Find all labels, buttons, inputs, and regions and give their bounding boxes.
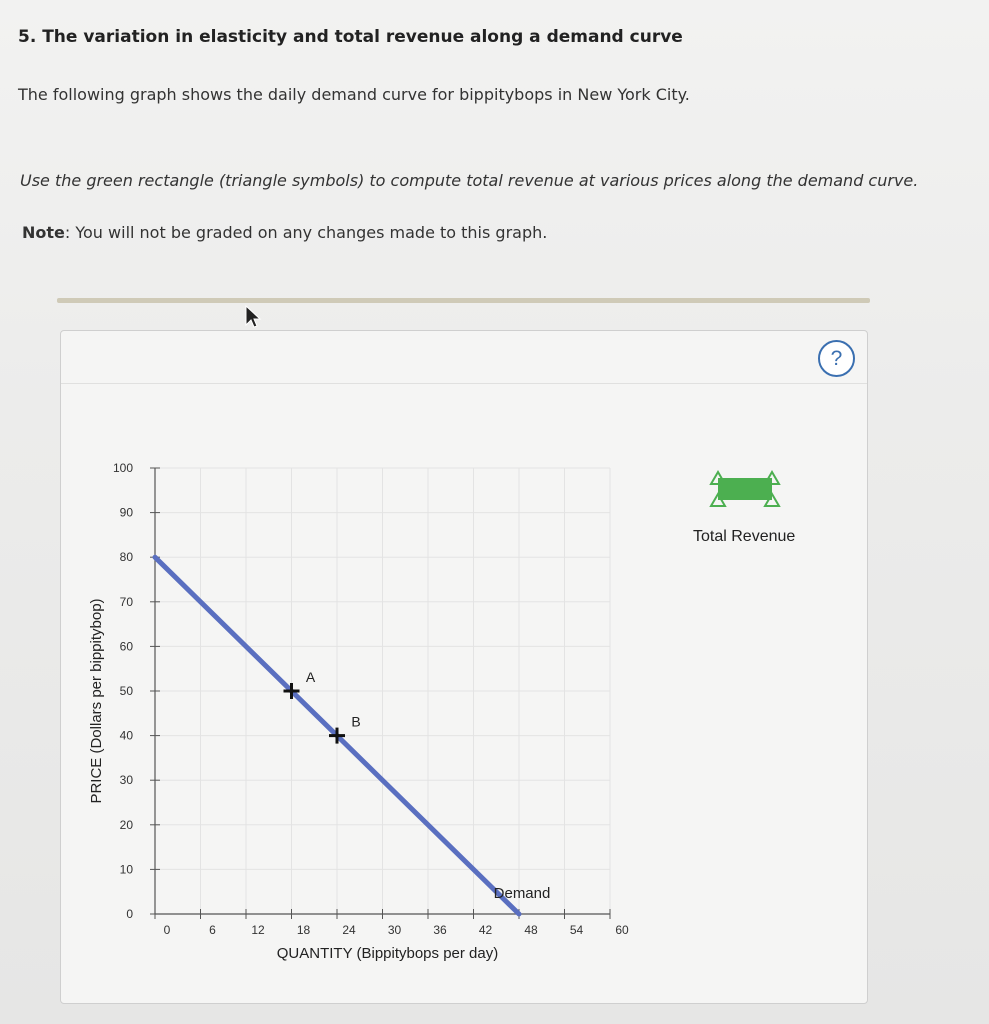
x-tick-label: 60 bbox=[615, 923, 629, 937]
y-tick-label: 90 bbox=[119, 505, 133, 520]
question-intro: The following graph shows the daily demand curve for bippitybops in New York City. bbox=[18, 85, 690, 104]
y-tick-label: 60 bbox=[119, 639, 133, 654]
x-tick-label: 30 bbox=[387, 923, 402, 937]
x-tick-label: 48 bbox=[524, 923, 538, 937]
x-tick-label: 12 bbox=[251, 923, 265, 937]
x-tick-label: 18 bbox=[296, 923, 311, 937]
y-tick-label: 50 bbox=[119, 684, 133, 698]
demand-curve-label: Demand bbox=[493, 885, 551, 902]
x-tick-label: 42 bbox=[478, 923, 493, 937]
y-axis-label: PRICE (Dollars per bippitybop) bbox=[88, 598, 105, 804]
total-revenue-tool-icon[interactable] bbox=[708, 470, 782, 508]
note-text: : You will not be graded on any changes made to this graph. bbox=[64, 223, 548, 242]
total-revenue-label: Total Revenue bbox=[693, 528, 796, 545]
y-tick-label: 30 bbox=[119, 773, 133, 788]
point-b-label: B bbox=[351, 713, 361, 730]
y-tick-label: 80 bbox=[119, 550, 133, 565]
x-tick-label: 36 bbox=[433, 923, 447, 937]
y-tick-label: 20 bbox=[119, 817, 133, 832]
x-tick-label: 0 bbox=[163, 923, 171, 937]
question-title: 5. The variation in elasticity and total revenue along a demand curve bbox=[18, 27, 683, 47]
y-tick-label: 10 bbox=[119, 862, 133, 877]
x-axis-label: QUANTITY (Bippitybops per day) bbox=[276, 945, 499, 962]
note-label: Note bbox=[22, 223, 65, 242]
y-tick-label: 100 bbox=[112, 461, 133, 475]
point-a-label: A bbox=[305, 669, 316, 685]
help-button[interactable]: ? bbox=[818, 340, 855, 377]
question-instruction: Use the green rectangle (triangle symbols) to compute total revenue at various prices along the demand curve. bbox=[20, 171, 919, 190]
x-tick-label: 6 bbox=[209, 923, 216, 937]
y-tick-label: 0 bbox=[126, 907, 133, 921]
y-tick-label: 40 bbox=[119, 728, 133, 743]
y-tick-label: 70 bbox=[119, 594, 133, 609]
x-tick-label: 24 bbox=[342, 923, 356, 937]
x-tick-label: 54 bbox=[569, 923, 584, 937]
